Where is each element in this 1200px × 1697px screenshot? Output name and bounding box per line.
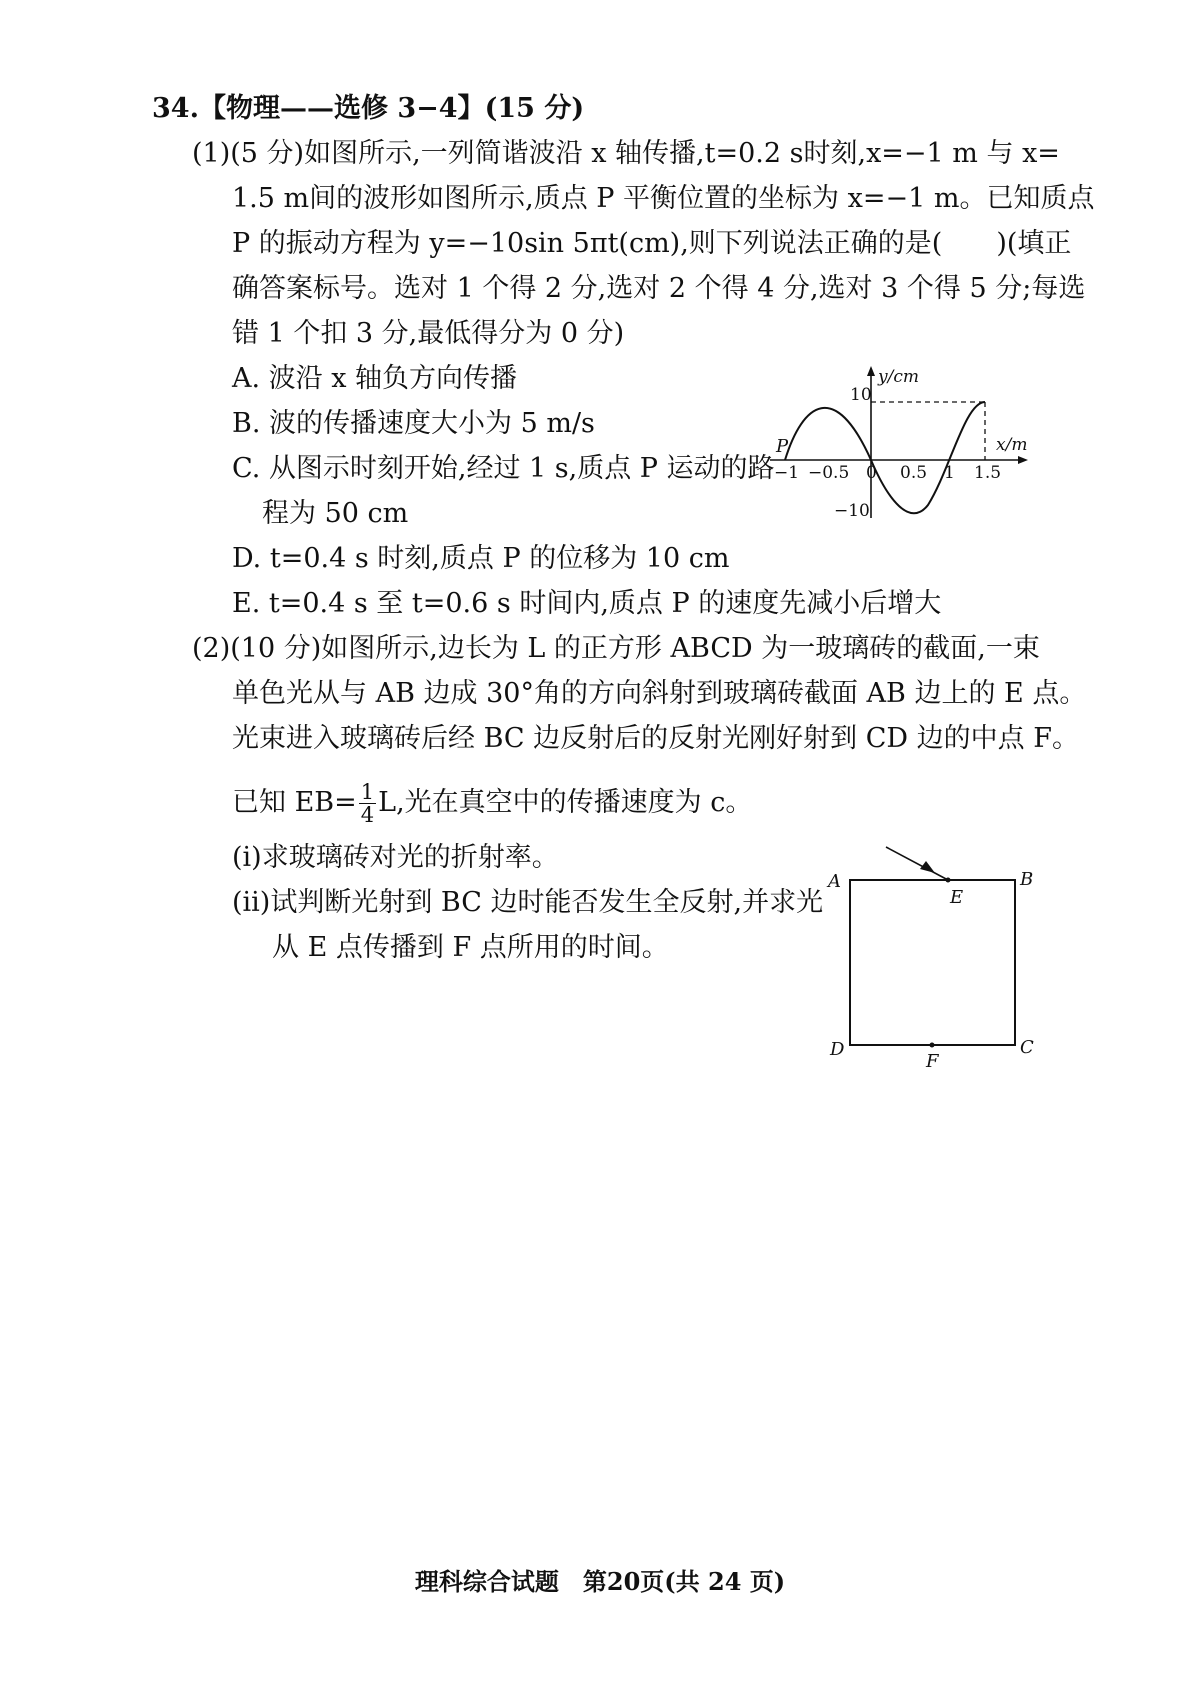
given-suffix: L,光在真空中的传播速度为 c。 xyxy=(378,787,753,818)
option-e: E. t=0.4 s 至 t=0.6 s 时间内,质点 P 的速度先减小后增大 xyxy=(232,588,942,619)
x-tick-1-5: 1.5 xyxy=(974,463,1002,483)
x-axis-arrow xyxy=(1018,456,1028,464)
glass-square xyxy=(850,880,1015,1045)
x-tick-0: 0 xyxy=(866,463,877,483)
y-tick-neg10: −10 xyxy=(834,501,870,521)
part1-line-5: 错 1 个扣 3 分,最低得分为 0 分) xyxy=(232,318,625,349)
point-f xyxy=(930,1043,935,1048)
part1-line-3: P 的振动方程为 y=−10sin 5πt(cm),则下列说法正确的是( )(填正 xyxy=(232,228,1072,259)
option-d: D. t=0.4 s 时刻,质点 P 的位移为 10 cm xyxy=(232,543,730,574)
point-e xyxy=(946,878,951,883)
option-a: A. 波沿 x 轴负方向传播 xyxy=(232,363,518,394)
y-axis-label: y/cm xyxy=(878,367,919,387)
sub-question-i: (ⅰ)求玻璃砖对光的折射率。 xyxy=(232,842,559,873)
fraction-denominator: 4 xyxy=(360,803,375,827)
y-axis-arrow xyxy=(867,366,875,376)
sub-question-ii-continued: 从 E 点传播到 F 点所用的时间。 xyxy=(272,932,669,963)
option-c-continued: 程为 50 cm xyxy=(262,498,409,529)
part2-line-1: (2)(10 分)如图所示,边长为 L 的正方形 ABCD 为一玻璃砖的截面,一束 xyxy=(192,633,1040,664)
label-d: D xyxy=(830,1039,845,1060)
label-c: C xyxy=(1020,1037,1034,1058)
fraction-numerator: 1 xyxy=(360,780,375,804)
wave-curve xyxy=(785,402,985,513)
label-e: E xyxy=(950,887,964,908)
page-footer: 理科综合试题 第20页(共 24 页) xyxy=(414,1567,786,1596)
part1-line-2: 1.5 m间的波形如图所示,质点 P 平衡位置的坐标为 x=−1 m。已知质点 xyxy=(232,183,1095,214)
label-b: B xyxy=(1020,869,1034,890)
part2-line-3: 光束进入玻璃砖后经 BC 边反射后的反射光刚好射到 CD 边的中点 F。 xyxy=(232,723,1079,754)
part1-line-4: 确答案标号。选对 1 个得 2 分,选对 2 个得 4 分,选对 3 个得 5 分;每选 xyxy=(232,273,1086,304)
option-c: C. 从图示时刻开始,经过 1 s,质点 P 运动的路 xyxy=(232,453,775,484)
label-a: A xyxy=(828,871,841,892)
part1-line-1: (1)(5 分)如图所示,一列简谐波沿 x 轴传播,t=0.2 s时刻,x=−1 m 与 x= xyxy=(192,138,1060,169)
x-axis-label: x/m xyxy=(996,435,1028,455)
given-prefix: 已知 EB= xyxy=(232,787,357,818)
part2-line-2: 单色光从与 AB 边成 30°角的方向斜射到玻璃砖截面 AB 边上的 E 点。 xyxy=(232,678,1087,709)
sub-question-ii: (ⅱ)试判断光射到 BC 边时能否发生全反射,并求光 xyxy=(232,887,824,918)
part2-given xyxy=(232,777,752,829)
square-diagram xyxy=(820,835,1040,1075)
question-header: 34.【物理——选修 3−4】(15 分) xyxy=(152,93,585,124)
x-tick-1: 1 xyxy=(944,463,955,483)
x-tick-neg0-5: −0.5 xyxy=(808,463,850,483)
ray-arrow xyxy=(920,861,935,873)
fraction-one-quarter xyxy=(359,781,376,826)
point-p-label: P xyxy=(776,436,789,457)
label-f: F xyxy=(926,1051,939,1072)
option-b: B. 波的传播速度大小为 5 m/s xyxy=(232,408,595,439)
x-tick-neg1: −1 xyxy=(774,463,800,483)
incident-light-ray xyxy=(886,847,948,880)
y-tick-10: 10 xyxy=(850,385,872,405)
wave-graph xyxy=(760,360,1040,530)
x-tick-0-5: 0.5 xyxy=(900,463,928,483)
